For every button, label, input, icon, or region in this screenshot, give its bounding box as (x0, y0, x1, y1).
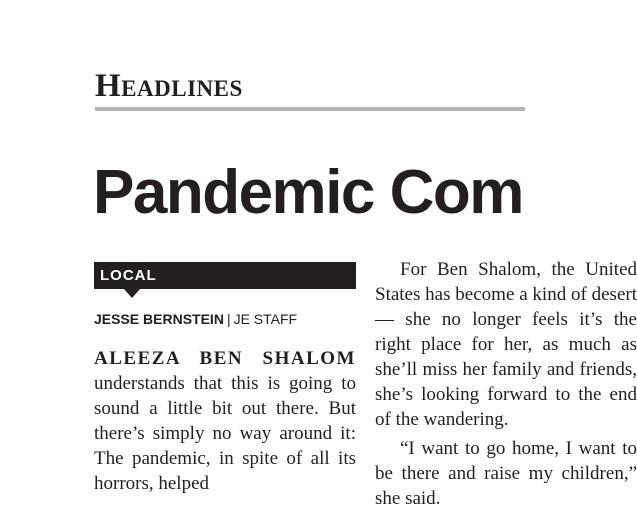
column-1-text: understands that this is going to sound a little bit out there. But there’s simply no way around it: The pandemic, in spite of all its horrors, helped (94, 373, 356, 494)
author-name: JESSE BERNSTEIN (94, 311, 224, 327)
author-affiliation: JE STAFF (233, 311, 298, 327)
article-headline: Pandemic Com (93, 158, 523, 227)
byline (94, 310, 356, 328)
article-column-1 (94, 262, 356, 496)
section-divider (95, 107, 525, 111)
lead-in: ALEEZA BEN SHALOM (94, 348, 356, 369)
section-title: Headlines (95, 68, 243, 104)
byline-separator: | (226, 311, 231, 327)
article-column-2 (375, 257, 637, 511)
article-body-paragraph (94, 346, 356, 496)
tag-pointer (124, 289, 140, 298)
category-tag (94, 262, 356, 289)
column-2-paragraph-2: “I want to go home, I want to be there and raise my children,” she said. (375, 438, 637, 509)
column-2-paragraph-1: For Ben Shalom, the United States has become a kind of desert — she no longer feels it’s the right place for her, as much as she’ll miss her family and friends, she’s looking forward to the end of the wandering. (375, 259, 637, 430)
category-tag-label: LOCAL (100, 267, 157, 284)
